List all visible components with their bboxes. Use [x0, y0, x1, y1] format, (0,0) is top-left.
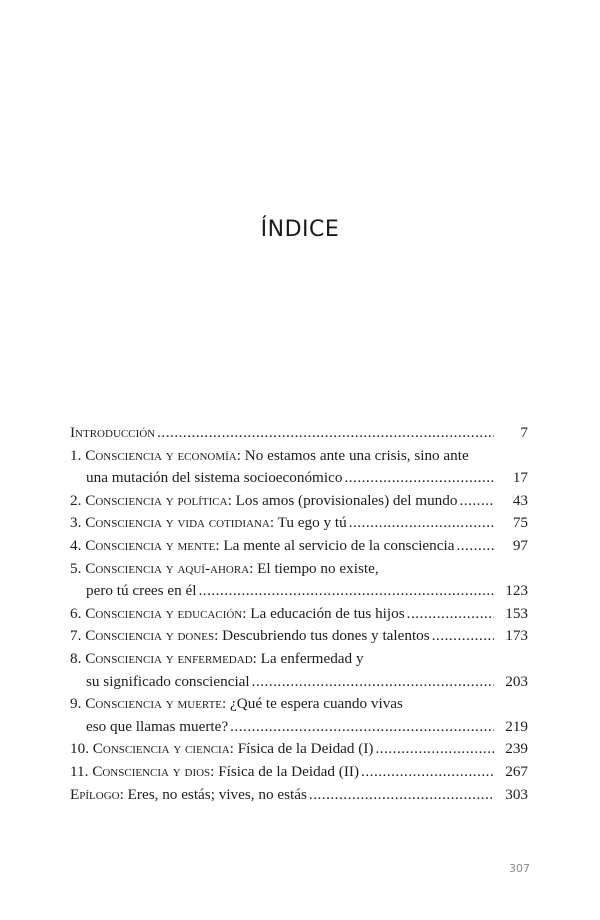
- toc-section: Consciencia y educación: [85, 604, 243, 622]
- toc-leader: [456, 535, 494, 558]
- toc-page: 43: [512, 491, 528, 509]
- toc-title: : Tu ego y tú: [269, 514, 347, 532]
- toc-section: Consciencia y aquí-ahora: [85, 559, 250, 577]
- toc-title-continuation: una mutación del sistema socioeconómico: [86, 469, 343, 487]
- toc-entry-2: [70, 490, 528, 513]
- toc-entry-11: [70, 761, 528, 784]
- toc-number: 4.: [70, 536, 82, 554]
- toc-leader: [344, 467, 494, 490]
- toc-title: : La mente al servicio de la consciencia: [215, 536, 455, 554]
- toc-section: Epílogo: [70, 785, 120, 803]
- toc-leader: [361, 761, 494, 784]
- toc-number: 2.: [70, 491, 82, 509]
- toc-page: 239: [505, 740, 528, 758]
- toc-section: Consciencia y enfermedad: [85, 649, 253, 667]
- toc-number: 7.: [70, 627, 82, 645]
- toc-entry-6: [70, 603, 528, 626]
- toc-leader: [459, 490, 494, 513]
- toc-entry-introduccion: [70, 422, 528, 445]
- toc-entry-5: [70, 558, 528, 603]
- toc-page: 123: [505, 582, 528, 600]
- toc-section: Consciencia y vida cotidiana: [85, 514, 270, 532]
- toc-section: Consciencia y dios: [92, 762, 211, 780]
- toc-title: : Descubriendo tus dones y talentos: [214, 627, 430, 645]
- toc-leader: [198, 580, 494, 603]
- toc-title: : ¿Qué te espera cuando vivas: [222, 695, 403, 713]
- toc-page: 17: [512, 469, 528, 487]
- toc-section: Consciencia y ciencia: [92, 740, 230, 758]
- page-number: 307: [509, 862, 530, 875]
- toc-leader: [252, 671, 494, 694]
- toc-section: Introducción: [70, 424, 156, 441]
- toc-number: 5.: [70, 559, 82, 577]
- toc-entry-3: [70, 512, 528, 535]
- toc-leader: [375, 738, 494, 761]
- toc-leader: [230, 716, 494, 739]
- toc-number: 8.: [70, 649, 82, 667]
- toc-section: Consciencia y mente: [85, 536, 216, 554]
- toc-leader: [157, 422, 494, 445]
- toc-entry-1: [70, 445, 528, 490]
- toc-title-continuation: eso que llamas muerte?: [86, 717, 229, 735]
- toc-page: 203: [505, 672, 528, 690]
- toc-page: 75: [512, 514, 528, 532]
- toc-number: 9.: [70, 695, 82, 713]
- table-of-contents: [70, 422, 528, 806]
- toc-page: 267: [505, 762, 528, 780]
- toc-page: 173: [505, 627, 528, 645]
- toc-entry-epilogo: [70, 784, 528, 807]
- toc-title-continuation: pero tú crees en él: [86, 582, 197, 600]
- toc-page: 303: [505, 785, 528, 803]
- toc-number: 1.: [70, 446, 82, 464]
- toc-title: : No estamos ante una crisis, sino ante: [236, 446, 469, 464]
- toc-entry-7: [70, 625, 528, 648]
- toc-section: Consciencia y política: [85, 491, 228, 509]
- toc-page: 153: [505, 604, 528, 622]
- toc-number: 6.: [70, 604, 82, 622]
- toc-title: : Física de la Deidad (II): [210, 762, 360, 780]
- toc-leader: [349, 512, 494, 535]
- toc-page: 7: [520, 424, 528, 441]
- toc-title: : El tiempo no existe,: [249, 559, 379, 577]
- toc-number: 11.: [70, 762, 89, 780]
- toc-entry-9: [70, 693, 528, 738]
- toc-title: : La enfermedad y: [252, 649, 364, 667]
- toc-page: 97: [512, 536, 528, 554]
- toc-title: : Los amos (provisionales) del mundo: [227, 491, 458, 509]
- toc-entry-10: [70, 738, 528, 761]
- toc-leader: [432, 625, 494, 648]
- toc-page: 219: [505, 717, 528, 735]
- toc-entry-8: [70, 648, 528, 693]
- toc-section: Consciencia y muerte: [85, 695, 223, 713]
- toc-title: : Física de la Deidad (I): [229, 740, 374, 758]
- toc-leader: [309, 784, 494, 807]
- toc-section: Consciencia y dones: [85, 627, 215, 645]
- toc-title: : Eres, no estás; vives, no estás: [119, 785, 307, 803]
- toc-title: : La educación de tus hijos: [242, 604, 405, 622]
- toc-entry-4: [70, 535, 528, 558]
- toc-number: 10.: [70, 740, 89, 758]
- toc-number: 3.: [70, 514, 82, 532]
- toc-section: Consciencia y economía: [85, 446, 237, 464]
- toc-leader: [407, 603, 494, 626]
- page-title: ÍNDICE: [260, 217, 340, 242]
- toc-title-continuation: su significado consciencial: [86, 672, 250, 690]
